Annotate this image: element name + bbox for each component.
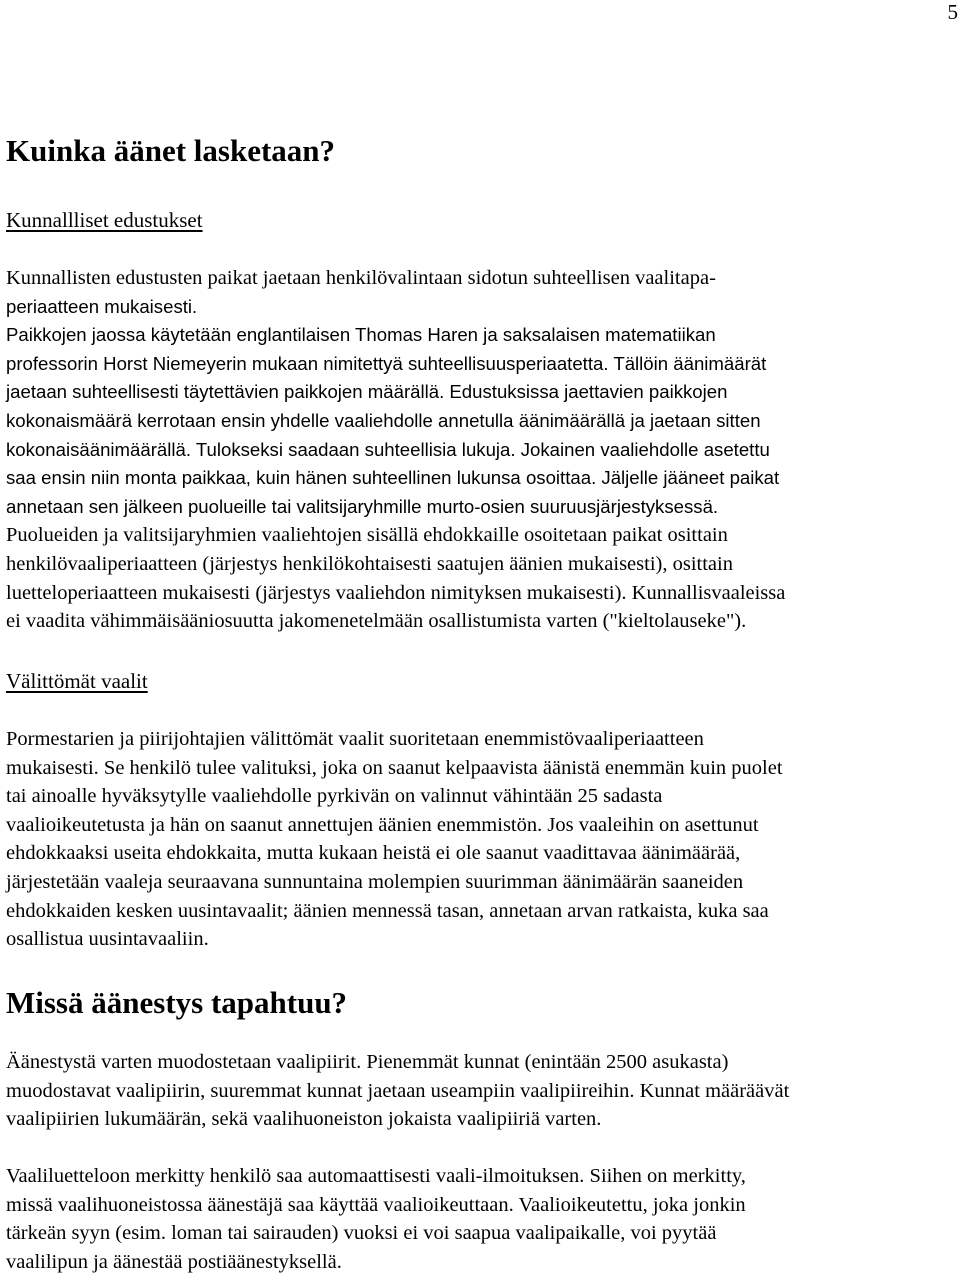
text-line: kokonaisäänimäärällä. Tulokseksi saadaan suhteellisia lukuja. Jokainen vaaliehdolle asetettu [6,438,770,460]
text-line: kokonaismäärä kerrotaan ensin yhdelle vaaliehdolle annetulla äänimäärällä ja jaetaan sitten [6,409,761,431]
text-line: henkilövaaliperiaatteen (järjestys henkilökohtaisesti saatujen äänien mukaisesti), osittain [6,552,733,575]
paragraph-electoral-districts [6,1048,789,1134]
text-line: missä vaalihuoneistossa äänestäjä saa käyttää vaalioikeuttaan. Vaalioikeutettu, joka jonkin [6,1193,746,1216]
section-heading-where-voting-happens: Missä äänestys tapahtuu? [6,985,348,1020]
text-line: ehdokkaiden kesken uusintavaalit; äänien mennessä tasan, annetaan arvan ratkaista, kuka saa [6,899,769,922]
text-line: Äänestystä varten muodostetaan vaalipiirit. Pienemmät kunnat (enintään 2500 asukasta) [6,1051,729,1073]
paragraph-municipal-representations [6,264,785,636]
paragraph-voting-notice [6,1162,746,1276]
text-line: tärkeän syyn (esim. loman tai sairauden) vuoksi ei voi saapua vaalipaikalle, voi pyytää [6,1222,717,1245]
text-line: tai ainoalle hyväksytylle vaaliehdolle pyrkivän on valinnut vähintään 25 sadasta [6,785,663,808]
text-line: periaatteen mukaisesti. [6,295,198,317]
text-line: professorin Horst Niemeyerin mukaan nimitettyä suhteellisuusperiaatetta. Tällöin äänimäärät [6,352,767,374]
text-line: Paikkojen jaossa käytetään englantilaisen Thomas Haren ja saksalaisen matematiikan [6,324,716,346]
text-line: Kunnallisten edustusten paikat jaetaan henkilövalintaan sidotun suhteellisen vaalitapa- [6,267,716,289]
text-line: ehdokkaaksi useita ehdokkaita, mutta kukaan heistä ei ole saanut vaadittavaa äänimäärää, [6,842,741,865]
text-line: annetaan sen jälkeen puolueille tai valitsijaryhmille murto-osien suuruusjärjestyksessä. [6,495,719,517]
text-line: jaetaan suhteellisesti täytettävien paikkojen määrällä. Edustuksissa jaettavien paikkojen [6,381,728,403]
paragraph-direct-elections [6,725,783,954]
text-line: vaalipiirien lukumäärän, sekä vaalihuoneiston jokaista vaalipiiriä varten. [6,1108,602,1131]
text-line: Vaaliluetteloon merkitty henkilö saa automaattisesti vaali-ilmoituksen. Siihen on merkitty, [6,1165,746,1187]
subheading-direct-elections: Välittömät vaalit [6,669,148,693]
text-line: osallistua uusintavaaliin. [6,928,209,951]
text-line: saa ensin niin monta paikkaa, kuin hänen suhteellinen lukunsa osoittaa. Jäljelle jääneet paikat [6,467,780,489]
text-line: luetteloperiaatteen mukaisesti (järjestys vaaliehdon nimityksen mukaisesti). Kunnallisvaaleissa [6,581,786,604]
text-line: ei vaadita vähimmäisääniosuutta jakomenetelmään osallistumista varten ("kieltolauseke"). [6,610,747,633]
subheading-municipal-representations: Kunnallliset edustukset [6,208,203,232]
text-line: Pormestarien ja piirijohtajien välittömät vaalit suoritetaan enemmistövaaliperiaatteen [6,728,704,750]
section-heading-vote-counting: Kuinka äänet lasketaan? [6,133,336,168]
page-number: 5 [947,0,958,24]
document-page [6,0,960,1280]
text-line: vaalilipun ja äänestää postiäänestyksellä. [6,1250,342,1273]
text-line: Puolueiden ja valitsijaryhmien vaaliehtojen sisällä ehdokkaille osoitetaan paikat osittain [6,524,728,547]
text-line: mukaisesti. Se henkilö tulee valituksi, joka on saanut kelpaavista äänistä enemmän kuin puolet [6,756,783,779]
text-line: järjestetään vaaleja seuraavana sunnuntaina molempien suurimman äänimäärän saaneiden [6,870,744,893]
text-line: muodostavat vaalipiirin, suuremmat kunnat jaetaan useampiin vaalipiireihin. Kunnat määräävät [6,1079,790,1102]
text-line: vaalioikeutetusta ja hän on saanut annettujen äänien enemmistön. Jos vaaleihin on asettunut [6,813,759,836]
